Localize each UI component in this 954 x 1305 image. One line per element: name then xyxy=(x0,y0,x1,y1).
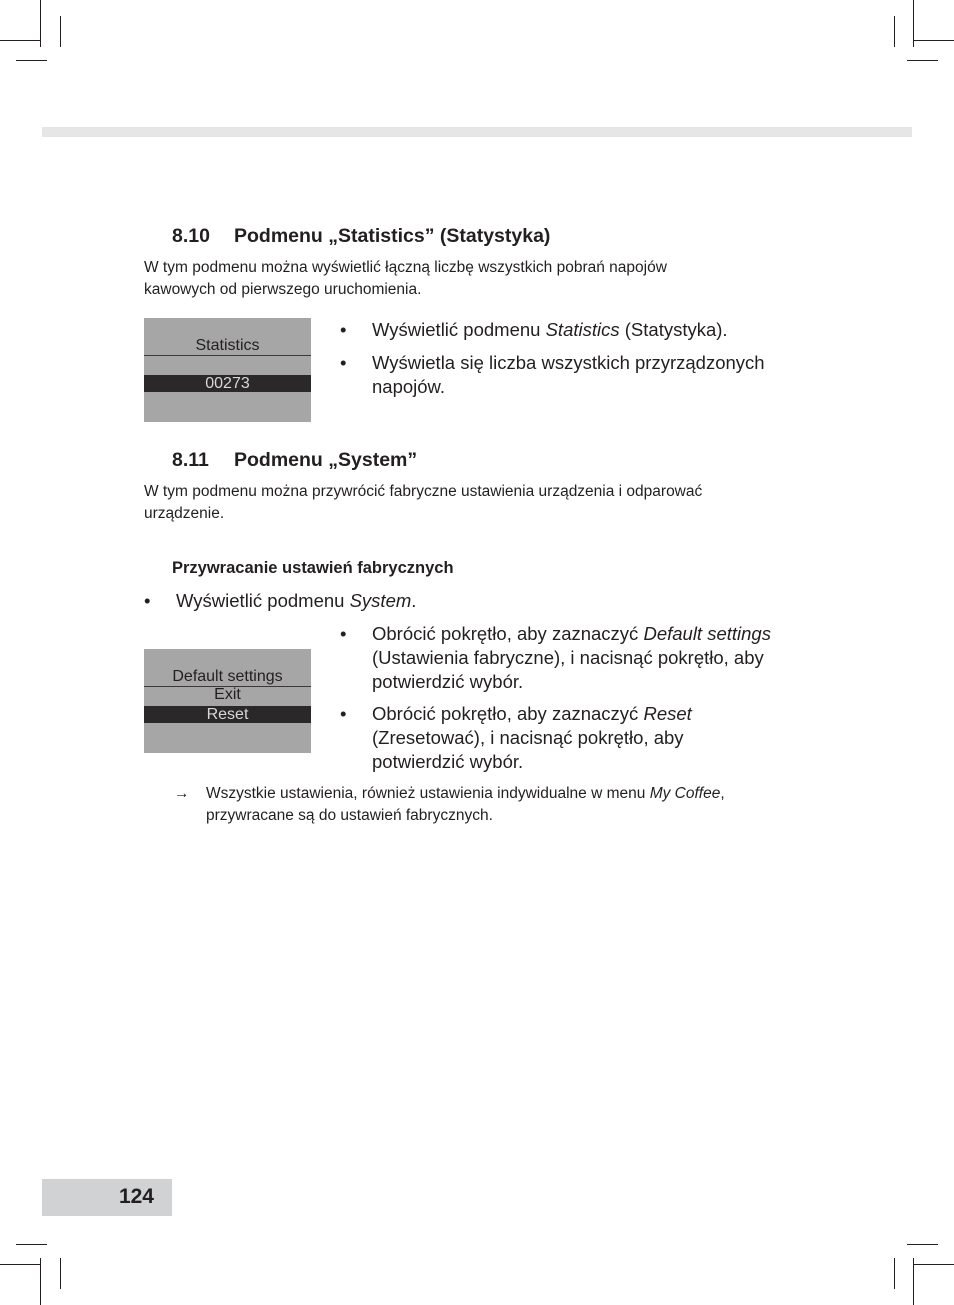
section-intro xyxy=(144,481,824,525)
crop-mark xyxy=(907,1244,938,1245)
section-heading xyxy=(172,225,550,248)
bullet-symbol: • xyxy=(340,352,347,373)
intro-line: urządzenie. xyxy=(144,505,225,522)
crop-mark xyxy=(907,60,938,61)
subheading: Przywracanie ustawień fabrycznych xyxy=(172,559,454,577)
crop-mark xyxy=(913,1264,954,1265)
list-item-text: (Statystyka). xyxy=(619,319,728,340)
list-item xyxy=(340,702,820,774)
arrow-icon: → xyxy=(174,785,190,802)
crop-mark xyxy=(40,1258,41,1305)
list-item xyxy=(340,318,810,342)
list-item-text: potwierdzić wybór. xyxy=(372,671,524,692)
intro-line: W tym podmenu można wyświetlić łączną liczbę wszystkich pobrań napojów xyxy=(144,259,667,276)
display-option: Exit xyxy=(214,686,241,703)
bullet-symbol: • xyxy=(340,623,347,644)
menu-name: My Coffee xyxy=(649,785,721,802)
bullet-symbol: • xyxy=(340,319,347,340)
result-note xyxy=(174,783,824,829)
list-item-text: Obrócić pokrętło, aby zaznaczyć xyxy=(372,623,644,644)
section-title: Podmenu „Statistics” (Statystyka) xyxy=(234,225,551,247)
result-text: , xyxy=(720,785,725,802)
section-title: Podmenu „System” xyxy=(234,449,418,471)
section-number: 8.10 xyxy=(172,225,210,247)
display-title: Statistics xyxy=(195,337,260,354)
page-number-box xyxy=(42,1179,172,1216)
bullet-symbol: • xyxy=(340,703,347,724)
list-item-text: Obrócić pokrętło, aby zaznaczyć xyxy=(372,703,644,724)
intro-line: kawowych od pierwszego uruchomienia. xyxy=(144,281,422,298)
statistics-display xyxy=(144,318,311,422)
crop-mark xyxy=(0,1264,41,1265)
page-number: 124 xyxy=(118,1185,154,1208)
crop-mark xyxy=(16,1244,47,1245)
system-display xyxy=(144,649,311,753)
section-heading xyxy=(172,449,417,472)
list-item xyxy=(340,351,810,399)
crop-mark xyxy=(894,16,895,47)
section-number: 8.11 xyxy=(172,449,209,471)
header-bar xyxy=(42,127,912,137)
list-item-text: Wyświetlić podmenu xyxy=(372,319,546,340)
display-option: Default settings xyxy=(172,668,283,685)
menu-option-name: Reset xyxy=(643,703,692,724)
menu-option-name: Default settings xyxy=(643,623,771,644)
section-intro xyxy=(144,257,824,301)
bullet-symbol: • xyxy=(144,590,151,611)
list-item xyxy=(340,622,820,694)
list-item-text: Wyświetla się liczba wszystkich przyrządzonych xyxy=(372,352,765,373)
list-item-text: napojów. xyxy=(372,376,446,397)
crop-mark xyxy=(0,40,41,41)
crop-mark xyxy=(913,1258,914,1305)
result-text: przywracane są do ustawień fabrycznych. xyxy=(206,807,493,824)
display-selected-option: Reset xyxy=(144,706,311,723)
intro-line: W tym podmenu można przywrócić fabryczne ustawienia urządzenia i odparować xyxy=(144,483,703,500)
display-value: 00273 xyxy=(144,375,311,392)
crop-mark xyxy=(894,1258,895,1289)
list-item-text: . xyxy=(411,590,417,611)
menu-name: Statistics xyxy=(545,319,620,340)
crop-mark xyxy=(913,40,954,41)
list-item xyxy=(144,589,614,613)
crop-mark xyxy=(60,16,61,47)
menu-name: System xyxy=(349,590,412,611)
list-item-text: potwierdzić wybór. xyxy=(372,751,524,772)
display-separator xyxy=(144,355,311,356)
list-item-text: (Ustawienia fabryczne), i nacisnąć pokrętło, aby xyxy=(372,647,764,668)
list-item-text: Wyświetlić podmenu xyxy=(176,590,350,611)
crop-mark xyxy=(60,1258,61,1289)
list-item-text: (Zresetować), i nacisnąć pokrętło, aby xyxy=(372,727,684,748)
result-text: Wszystkie ustawienia, również ustawienia indywidualne w menu xyxy=(206,785,650,802)
crop-mark xyxy=(16,60,47,61)
